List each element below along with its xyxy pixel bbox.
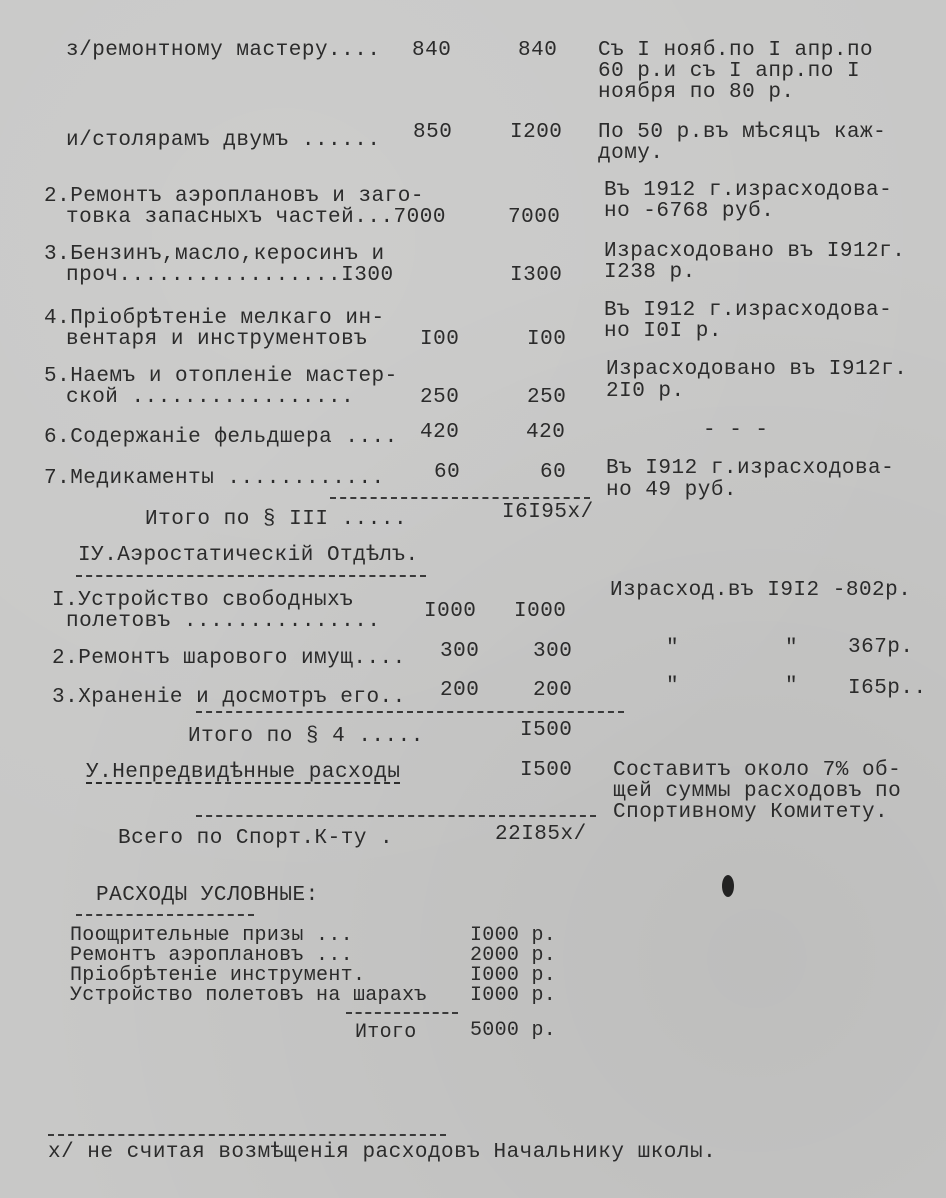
ditto-mark: " (785, 637, 799, 660)
amount-approved: 200 (533, 679, 573, 702)
amount-estimate: 840 (412, 39, 452, 62)
row-label: 2.Ремонтъ шарового имущ.... (52, 647, 406, 670)
row-label: 2.Ремонтъ аэроплановъ и заго- (44, 185, 424, 208)
row-label: ской ................. (66, 386, 355, 409)
divider (76, 575, 426, 577)
note-line: Въ 1912 г.израсходова- (604, 179, 893, 202)
row-label: проч.................I300 (66, 264, 394, 287)
note-line: щей суммы расходовъ по (613, 780, 902, 803)
note-line: но -6768 руб. (604, 200, 775, 223)
row-label: и/столярамъ двумъ ...... (66, 129, 381, 152)
note-line: Израсход.въ I9I2 -802р. (610, 579, 912, 602)
section4-heading: IУ.Аэростатическій Отдѣлъ. (78, 544, 419, 567)
list-item-label: Пріобрѣтеніе инструмент. (70, 964, 366, 987)
amount-estimate: I00 (420, 328, 460, 351)
amount-approved: 7000 (508, 206, 561, 229)
row-label: 3.Бензинъ,масло,керосинъ и (44, 243, 385, 266)
list-item-value: 2000 р. (470, 944, 557, 967)
section4-total-label: Итого по § 4 ..... (188, 725, 424, 748)
section5-label: У.Непредвидѣнные расходы (86, 761, 401, 784)
note-line: но I0I р. (604, 320, 722, 343)
list-item-value: I000 р. (470, 964, 557, 987)
conditional-total-label: Итого (355, 1021, 417, 1044)
note-line: 2I0 р. (606, 380, 685, 403)
row-label: 6.Содержаніе фельдшера .... (44, 426, 398, 449)
amount-estimate: 300 (440, 640, 480, 663)
amount-approved: 420 (526, 421, 566, 444)
ditto-mark: " (666, 675, 680, 698)
amount-estimate: 60 (434, 461, 461, 484)
note-line: Въ I912 г.израсходова- (604, 299, 893, 322)
amount-approved: 250 (527, 386, 567, 409)
section3-total-value: I6I95х/ (502, 501, 594, 524)
conditional-total-value: 5000 р. (470, 1019, 557, 1042)
note-line: ноября по 80 р. (598, 81, 795, 104)
note-line: Израсходовано въ I912г. (604, 240, 906, 263)
note-line: I238 р. (604, 261, 696, 284)
amount-estimate: 200 (440, 679, 480, 702)
row-label: полетовъ ............... (66, 610, 381, 633)
row-label: товка запасныхъ частей...7000 (66, 206, 446, 229)
ink-blot (722, 875, 734, 897)
note-line: Спортивному Комитету. (613, 801, 889, 824)
row-label: I.Устройство свободныхъ (52, 589, 354, 612)
section3-total-label: Итого по § III ..... (145, 508, 408, 531)
note-line: По 50 р.въ мѣсяцъ каж- (598, 121, 887, 144)
section4-total-value: I500 (520, 719, 573, 742)
amount-estimate: 420 (420, 421, 460, 444)
note-line: Съ I нояб.по I апр.по (598, 39, 874, 62)
grand-total-value: 22I85х/ (495, 823, 587, 846)
note-line: 60 р.и съ I апр.по I (598, 60, 861, 83)
amount-estimate: 250 (420, 386, 460, 409)
row-label: 7.Медикаменты ............ (44, 467, 385, 490)
amount-estimate: I000 (424, 600, 477, 623)
note-line: Въ I912 г.израсходова- (606, 457, 895, 480)
footnote: х/ не считая возмѣщенія расходовъ Начальнику школы. (48, 1141, 717, 1164)
divider (196, 711, 624, 713)
divider (196, 815, 596, 817)
note-line: I65р.. (848, 677, 927, 700)
section5-value: I500 (520, 759, 573, 782)
footnote-divider (48, 1134, 446, 1136)
amount-approved: I00 (527, 328, 567, 351)
amount-approved: 60 (540, 461, 567, 484)
row-label: 3.Храненіе и досмотръ его.. (52, 686, 406, 709)
note-line: Израсходовано въ I912г. (606, 358, 908, 381)
ditto-mark: " (666, 637, 680, 660)
list-item-value: I000 р. (470, 924, 557, 947)
divider (76, 914, 254, 916)
amount-approved: I300 (510, 264, 563, 287)
list-item-label: Поощрительные призы ... (70, 924, 353, 947)
note-line: но 49 руб. (606, 479, 738, 502)
note-line: Составитъ около 7% об- (613, 759, 902, 782)
amount-approved: 300 (533, 640, 573, 663)
grand-total-label: Всего по Спорт.К-ту . (118, 827, 394, 850)
note-line: - - - (703, 419, 769, 442)
amount-approved: I000 (514, 600, 567, 623)
divider (330, 497, 590, 499)
row-label: з/ремонтному мастеру.... (66, 39, 381, 62)
list-item-label: Ремонтъ аэроплановъ ... (70, 944, 353, 967)
amount-estimate: 850 (413, 121, 453, 144)
conditional-heading: РАСХОДЫ УСЛОВНЫЕ: (96, 884, 319, 907)
row-label: 4.Пріобрѣтеніе мелкаго ин- (44, 307, 385, 330)
row-label: 5.Наемъ и отопленіе мастер- (44, 365, 398, 388)
list-item-label: Устройство полетовъ на шарахъ (70, 984, 427, 1007)
amount-approved: 840 (518, 39, 558, 62)
note-line: дому. (598, 142, 664, 165)
note-line: 367р. (848, 636, 914, 659)
amount-approved: I200 (510, 121, 563, 144)
divider (346, 1012, 458, 1014)
list-item-value: I000 р. (470, 984, 557, 1007)
ditto-mark: " (785, 675, 799, 698)
row-label: вентаря и инструментовъ (66, 328, 368, 351)
